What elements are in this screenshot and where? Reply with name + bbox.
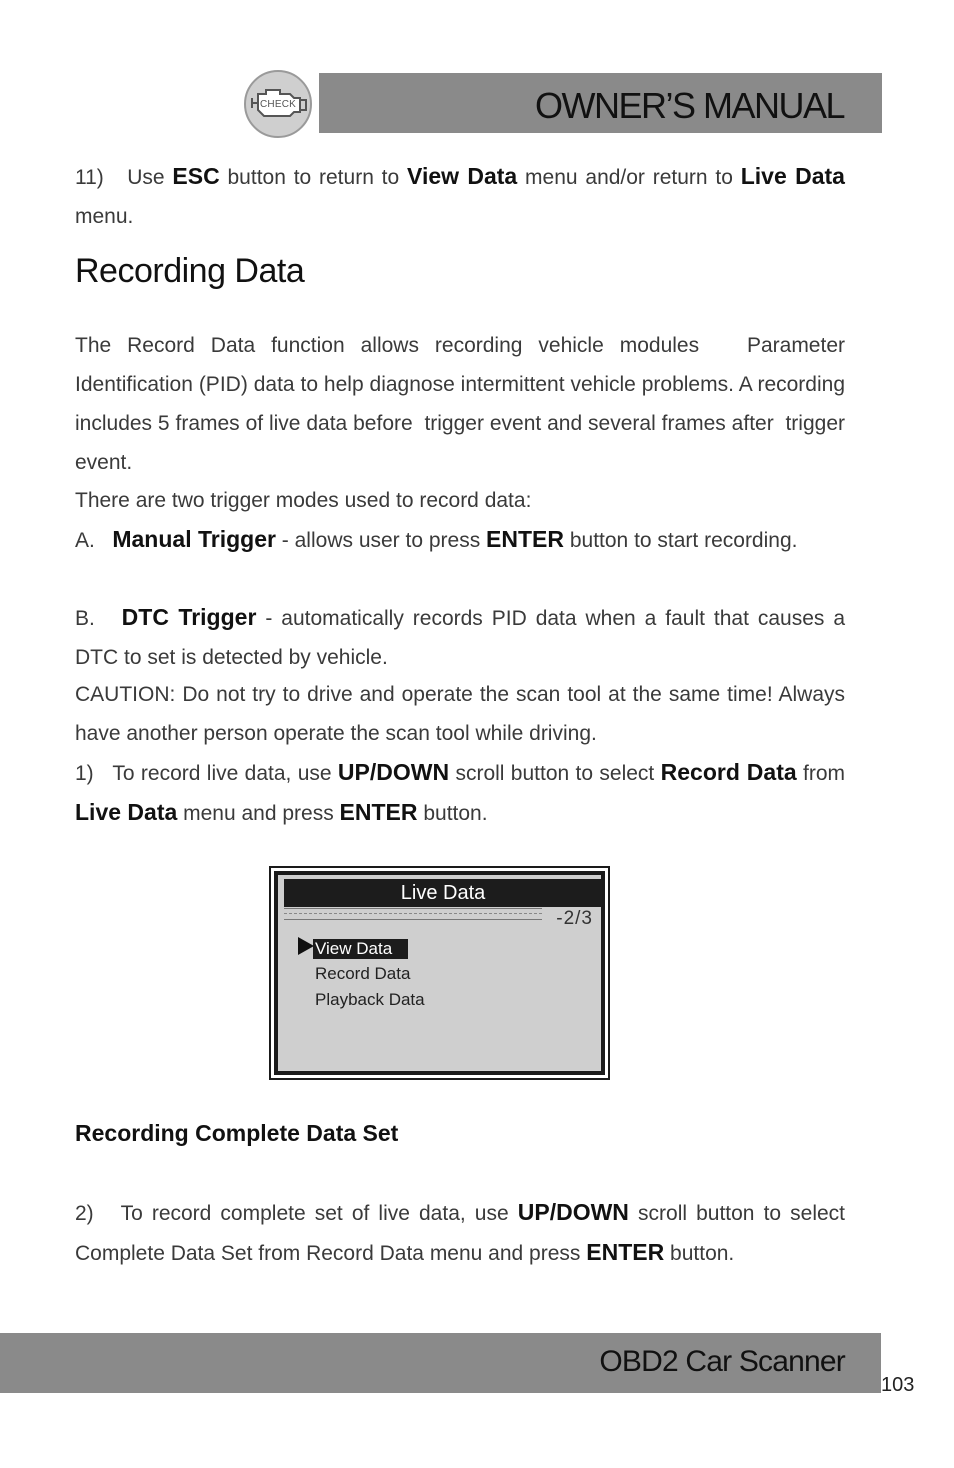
- step-number: 11): [75, 166, 104, 189]
- keyword-live-data: Live Data: [75, 799, 178, 825]
- keyword-up-down: UP/DOWN: [337, 759, 450, 785]
- text: button to return to: [227, 166, 400, 189]
- menu-item-playback-data[interactable]: Playback Data: [315, 990, 425, 1009]
- section-title: Recording Data: [75, 252, 305, 290]
- screen-title: Live Data: [284, 879, 602, 907]
- text: To record complete set of live data, use: [120, 1202, 509, 1225]
- footer-bar: [0, 1333, 881, 1393]
- menu-item-view-data[interactable]: View Data: [313, 939, 408, 959]
- text: button to start recording.: [569, 529, 798, 552]
- list-letter: B.: [75, 607, 95, 630]
- keyword-up-down: UP/DOWN: [517, 1199, 629, 1225]
- step-1: [75, 753, 845, 833]
- text: menu and/or return to: [525, 166, 733, 189]
- text: - allows user to press: [281, 529, 481, 552]
- text: To record live data, use: [112, 762, 332, 785]
- text: menu and press: [183, 802, 334, 825]
- page-number: 103: [881, 1374, 915, 1396]
- selection-arrow-icon: [298, 937, 314, 955]
- check-engine-logo: [244, 70, 312, 138]
- step-2: [75, 1193, 845, 1273]
- device-screen: [269, 866, 610, 1080]
- text: from: [803, 762, 846, 785]
- text: scroll button to select Complete Data Set from Record Data menu and press: [75, 1202, 846, 1265]
- footer-title: OBD2 Car Scanner: [599, 1345, 845, 1378]
- text: scroll button to select: [455, 762, 655, 785]
- text: - automatically records PID data when a fault that causes a DTC to set is detected by vehicle.: [75, 607, 846, 669]
- caution-paragraph: CAUTION: Do not try to drive and operate the scan tool at the same time! Always have another person operate the scan tool while driving.: [75, 683, 845, 745]
- step-11: [75, 157, 845, 236]
- screen-display: [274, 871, 605, 1075]
- keyword-live-data: Live Data: [740, 163, 845, 189]
- screen-page-indicator: -2/3: [556, 908, 593, 929]
- keyword-enter: ENTER: [486, 526, 564, 552]
- screen-divider: [284, 908, 542, 920]
- step-number: 2): [75, 1202, 94, 1225]
- modes-intro: There are two trigger modes used to record data:: [75, 489, 532, 512]
- text: menu.: [75, 205, 134, 228]
- menu-item-record-data[interactable]: Record Data: [315, 964, 411, 983]
- keyword-record-data: Record Data: [660, 759, 797, 785]
- trigger-a: [75, 520, 845, 560]
- list-letter: A.: [75, 529, 95, 552]
- manual-title: OWNER’S MANUAL: [534, 85, 844, 126]
- header-bar: [319, 73, 882, 133]
- keyword-view-data: View Data: [407, 163, 518, 189]
- text: Use: [127, 166, 165, 189]
- keyword-enter: ENTER: [339, 799, 418, 825]
- subheading: Recording Complete Data Set: [75, 1120, 399, 1146]
- logo-text: CHECK: [259, 99, 296, 110]
- intro-paragraph: The Record Data function allows recording vehicle modules Parameter Identification (PID) data to help diagnose intermittent vehicle problems. A recording includes 5 frames of live data before trigger event and several frames after trigger event.: [75, 334, 845, 474]
- keyword-enter: ENTER: [586, 1239, 665, 1265]
- dtc-trigger-label: DTC Trigger: [121, 604, 257, 630]
- text: button.: [670, 1242, 735, 1265]
- text: button.: [423, 802, 488, 825]
- keyword-esc: ESC: [172, 163, 220, 189]
- manual-trigger-label: Manual Trigger: [112, 526, 276, 552]
- trigger-b: [75, 598, 845, 677]
- step-number: 1): [75, 762, 94, 785]
